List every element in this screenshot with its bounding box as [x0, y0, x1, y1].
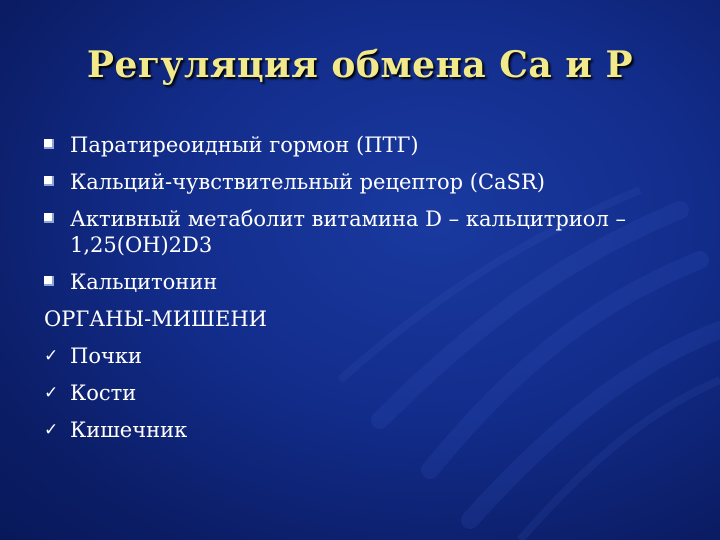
- target-text: Кишечник: [70, 418, 188, 442]
- target-text: Кости: [70, 381, 137, 405]
- bullet-item: [44, 169, 684, 195]
- bullet-text: Кальцитонин: [70, 270, 218, 294]
- checkmark-icon: ✓: [44, 420, 59, 440]
- target-item: [44, 417, 684, 443]
- bullet-item: [44, 269, 684, 295]
- checkmark-icon: ✓: [44, 383, 59, 403]
- target-text: Почки: [70, 344, 142, 368]
- target-item: [44, 380, 684, 406]
- slide-title: Регуляция обмена Са и Р: [86, 44, 634, 86]
- target-item: [44, 343, 684, 369]
- bullet-text: Активный метаболит витамина D – кальцитриол – 1,25(OH)2D3: [70, 207, 626, 257]
- checkmark-icon: ✓: [44, 346, 59, 366]
- square-bullet-icon: [44, 213, 54, 223]
- bullet-text: Паратиреоидный гормон (ПТГ): [70, 133, 419, 157]
- slide-content: [44, 132, 684, 454]
- bullet-item: [44, 132, 684, 158]
- bullet-text: Кальций-чувствительный рецептор (CaSR): [70, 170, 545, 194]
- section-heading: ОРГАНЫ-МИШЕНИ: [44, 307, 267, 331]
- square-bullet-icon: [44, 139, 54, 149]
- square-bullet-icon: [44, 176, 54, 186]
- bullet-item: [44, 206, 684, 258]
- square-bullet-icon: [44, 276, 54, 286]
